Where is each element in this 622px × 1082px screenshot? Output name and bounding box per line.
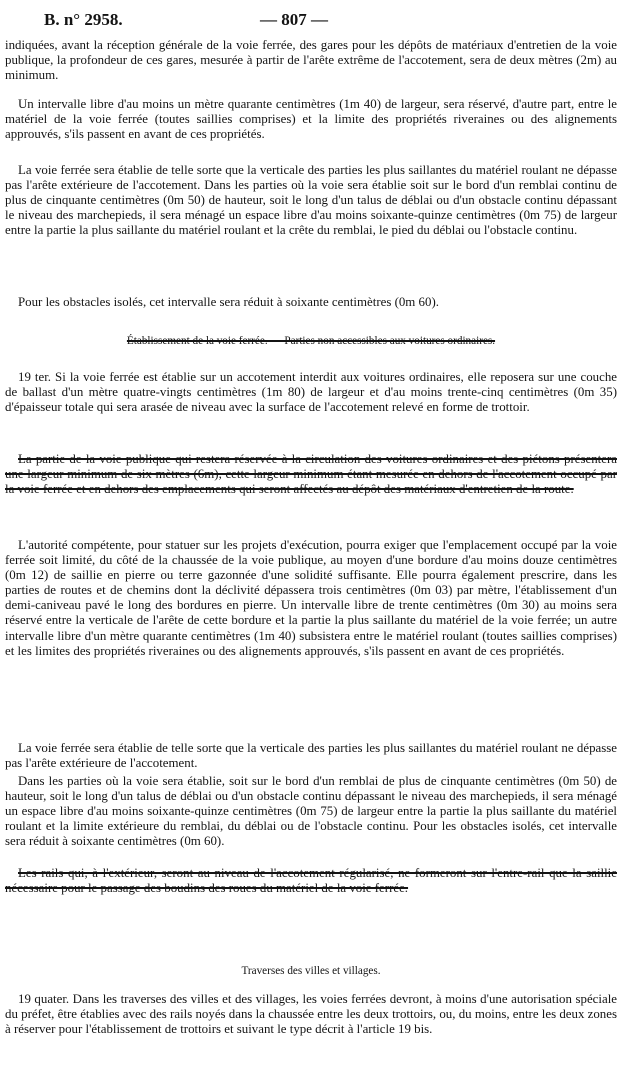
page-number: — 807 — (260, 10, 328, 29)
paragraph-8: La voie ferrée sera établie de telle sorte que la verticale des parties les plus saillantes du matériel roulant ne dépasse pas l'arête extérieure de l'accotement. (5, 741, 617, 771)
paragraph-10: Les rails qui, à l'extérieur, seront au niveau de l'accotement régularisé, ne formeront sur l'entre-rail que la saillie nécessaire pour le passage des boudins des roues du matériel de la voie ferrée. (5, 866, 617, 896)
paragraph-2: Un intervalle libre d'au moins un mètre quarante centimètres (1m 40) de largeur, sera réservé, d'autre part, entre le matériel de la voie ferrée (toutes saillies comprises) et la limite des propriétés riveraines ou des alignements approuvés, s'ils passent en avant de ces propriétés. (5, 97, 617, 142)
paragraph-5: 19 ter. Si la voie ferrée est établie sur un accotement interdit aux voitures ordinaires, elle reposera sur une couche de ballast d'un mètre quatre-vingts centimètres (1m 80) de largeur et d'au moins trente-cinq centimètres (0m 35) d'épaisseur totale qui sera arasée de niveau avec la surface de l'accotement relevé en forme de trottoir. (5, 370, 617, 415)
paragraph-6: La partie de la voie publique qui restera réservée à la circulation des voitures ordinaires et des piétons présentera une largeur minimum de six mètres (6m), cette largeur minimum étant mesurée en dehors de l'accotement occupé par la voie ferrée et en dehors des emplacements qui seront affectés au dépôt des matériaux d'entretien de la route. (5, 452, 617, 497)
paragraph-7: L'autorité compétente, pour statuer sur les projets d'exécution, pourra exiger que l'emplacement occupé par la voie ferrée soit limité, du côté de la chaussée de la voie publique, au moyen d'une bordure d'au moins douze centimètres (0m 12) de saillie en pierre ou terre gazonnée d'une solidité suffisante. Elle pourra également prescrire, dans les parties de routes et de chemins dont la déclivité dépassera trois centimètres (0m 03) par mètre, l'établissement d'un demi-caniveau pavé le long des bordures en pierre. Un intervalle libre de trente centimètres (0m 30) au moins sera réservé entre la verticale de l'arête de cette bordure et la partie la plus saillante du matériel de la voie ferrée; un autre intervalle libre d'un mètre quarante centimètres (1m 40) subsistera entre le matériel roulant (toutes saillies comprises) et les limites des propriétés riveraines ou des alignements approuvés, s'ils passent en avant de ces propriétés. (5, 538, 617, 658)
paragraph-4: Pour les obstacles isolés, cet intervalle sera réduit à soixante centimètres (0m 60). (18, 295, 439, 309)
paragraph-3: La voie ferrée sera établie de telle sorte que la verticale des parties les plus saillantes du matériel roulant ne dépasse pas l'arête extérieure de l'accotement. Dans les parties où la voie sera établie soit sur le bord d'un remblai continu de plus de cinquante centimètres (0m 50) de hauteur, soit le long d'un talus de déblai ou d'un obstacle continu dépassant le niveau des marchepieds, il sera ménagé un espace libre d'au moins soixante-quinze centimètres (0m 75) de largeur entre la partie la plus saillante du matériel roulant et la crête du remblai, le pied du déblai ou l'obstacle continu. (5, 163, 617, 238)
section-title-1: Établissement de la voie ferrée. — Parties non accessibles aux voitures ordinaires. (126, 335, 496, 347)
section-title-2: Traverses des villes et villages. (241, 965, 381, 977)
decree-number: B. n° 2958. (44, 10, 123, 29)
paragraph-11: 19 quater. Dans les traverses des villes et des villages, les voies ferrées devront, à moins d'une autorisation spéciale du préfet, être établies avec des rails noyés dans la chaussée entre les deux trottoirs, ou, du moins, entre les deux zones à réserver pour l'établissement de trottoirs et suivant le type décrit à l'article 19 bis. (5, 992, 617, 1037)
paragraph-9: Dans les parties où la voie sera établie, soit sur le bord d'un remblai de plus de cinquante centimètres (0m 50) de hauteur, soit le long d'un talus de déblai ou d'un obstacle continu dépassant le niveau des marchepieds, il sera ménagé un espace libre d'au moins soixante-quinze centimètres (0m 75) de largeur entre la partie la plus saillante du matériel roulant et la limite extérieure du remblai, du déblai ou de l'obstacle continu. Pour les obstacles isolés, cet intervalle sera réduit à soixante centimètres (0m 60). (5, 774, 617, 849)
paragraph-1: indiquées, avant la réception générale de la voie ferrée, des gares pour les dépôts de matériaux d'entretien de la voie publique, la profondeur de ces gares, mesurée à partir de l'arête extrême de l'accotement, sera de deux mètres (2m) au minimum. (5, 38, 617, 83)
